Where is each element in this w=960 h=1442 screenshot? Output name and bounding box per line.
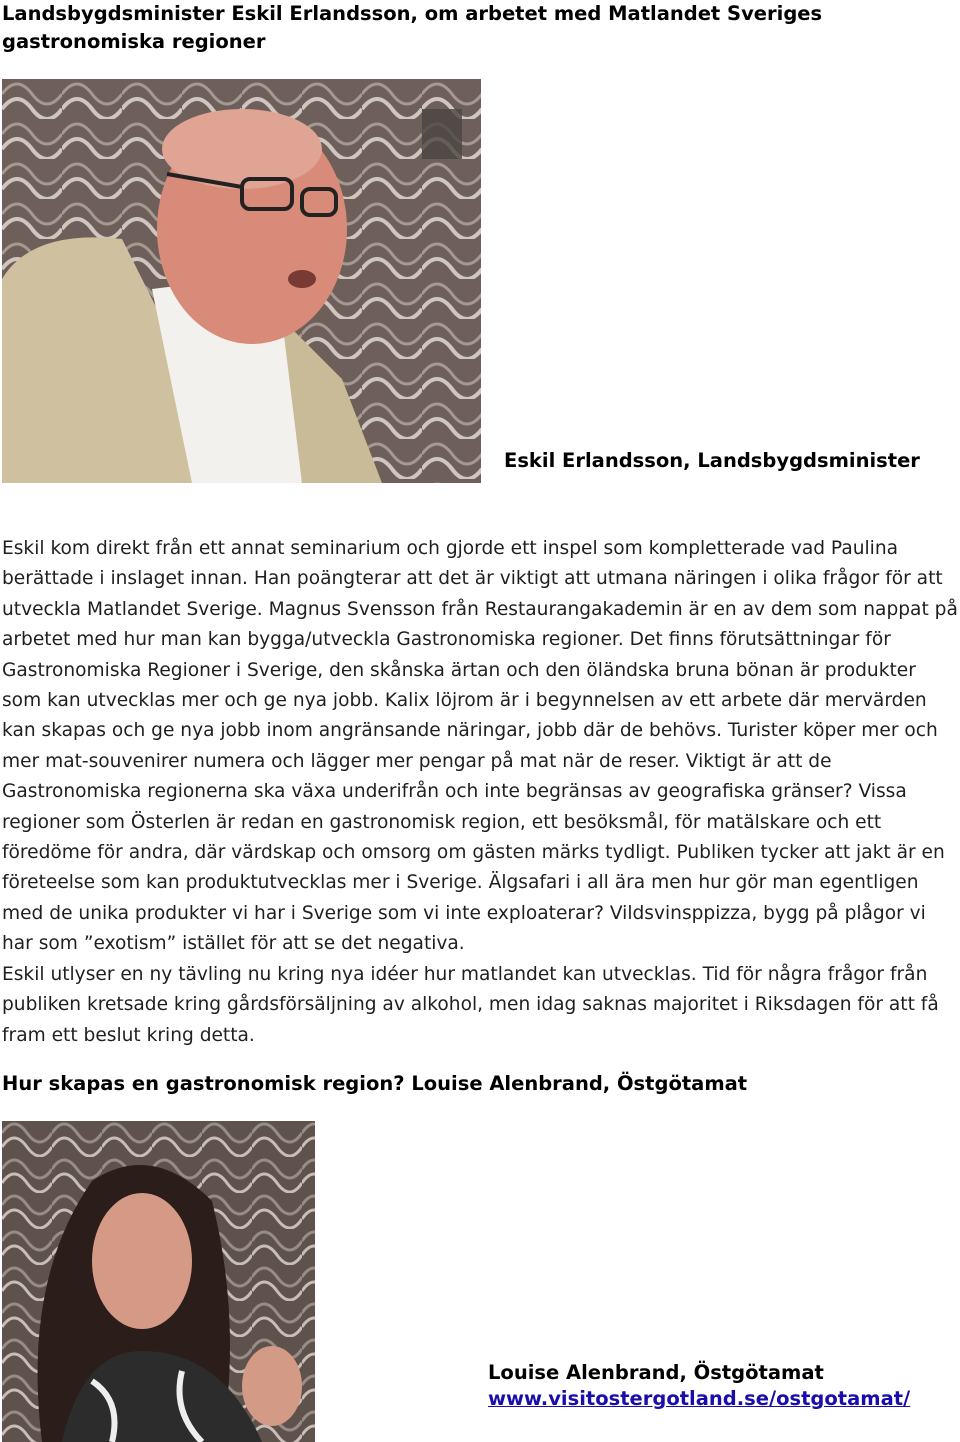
section-heading: Landsbygdsminister Eskil Erlandsson, om arbetet med Matlandet Sveriges gastronomiska regioner [2, 2, 823, 53]
photo-caption: Eskil Erlandsson, Landsbygdsminister [504, 449, 920, 472]
louise-alenbrand-photo [2, 1121, 315, 1442]
website-link[interactable]: www.visitostergotland.se/ostgotamat/ [488, 1387, 911, 1410]
photo-caption: Louise Alenbrand, Östgötamat [488, 1361, 824, 1384]
article-body [2, 534, 958, 1051]
eskil-erlandsson-photo [2, 79, 481, 483]
section-heading: Hur skapas en gastronomisk region? Louise Alenbrand, Östgötamat [2, 1072, 748, 1095]
article-paragraph: Eskil kom direkt från ett annat seminarium och gjorde ett inspel som kompletterade vad Paulina berättade i inslaget innan. Han poängterar att det är viktigt att utmana näringen i olika frågor för att utveckla Matlandet Sverige. Magnus Svensson från Restaurangakademin är en av dem som nappat på arbetet med hur man kan bygga/utveckla Gastronomiska regioner. Det finns förutsättningar för Gastronomiska Regioner i Sverige, den skånska ärtan och den öländska bruna bönan är produkter som kan utvecklas mer och ge nya jobb. Kalix löjrom är i begynnelsen av ett arbete där mervärden kan skapas och ge nya jobb inom angränsande näringar, jobb där de behövs. Turister köper mer och mer mat-souvenirer numera och lägger mer pengar på mat när de reser. Viktigt är att de Gastronomiska regionerna ska växa underifrån och inte begränsas av geografiska gränser? Vissa regioner som Österlen är redan en gastronomisk region, ett besöksmål, för matälskare och ett föredöme för andra, där värdskap och omsorg om gästen märks tydligt. Publiken tycker att jakt är en företeelse som kan produktutvecklas mer i Sverige. Älgsafari i all ära men hur gör man egentligen med de unika produkter vi har i Sverige som vi inte exploaterar? Vildsvinsppizza, bygg på plågor vi har som ”exotism” istället för att se det negativa. Eskil utlyser en ny tävling nu kring nya idéer hur matlandet kan utvecklas. Tid för några frågor från publiken kretsade kring gårdsförsäljning av alkohol, men idag saknas majoritet i Riksdagen för att få fram ett beslut kring detta. [2, 538, 958, 1046]
